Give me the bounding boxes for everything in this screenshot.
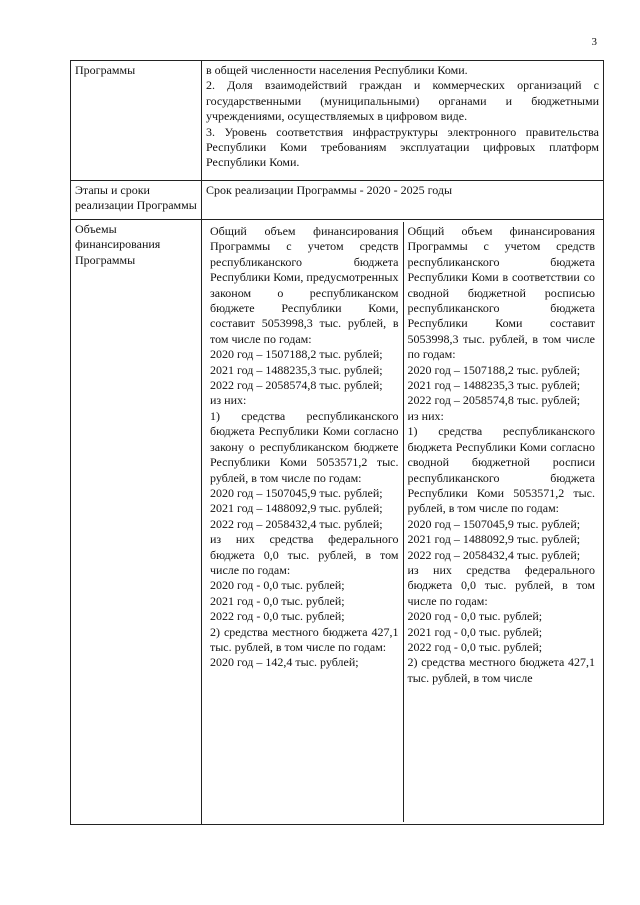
table-row: [71, 61, 604, 181]
financing-old-text: Общий объем финансирования Программы с учетом средств республиканского бюджета Республики Коми, предусмотренных законом о республиканском бюджете Республики Коми, составит 5053998,3 тыс. рублей, в том числе по годам: 2020 год – 1507188,2 тыс. рублей; 2021 год – 1488235,3 тыс. рублей; 2022 год – 2058574,8 тыс. рублей; из них: 1) средства республиканского бюджета Республики Коми согласно закону о республиканском бюджете Республики Коми 5053571,2 тыс. рублей, в том числе по годам: 2020 год – 1507045,9 тыс. рублей; 2021 год – 1488092,9 тыс. рублей; 2022 год – 2058432,4 тыс. рублей; из них средства федерального бюджета 0,0 тыс. рублей, в том числе по годам: 2020 год - 0,0 тыс. рублей; 2021 год - 0,0 тыс. рублей; 2022 год - 0,0 тыс. рублей; 2) средства местного бюджета 427,1 тыс. рублей, в том числе по годам: 2020 год – 142,4 тыс. рублей;: [210, 224, 399, 670]
row-label-stages: Этапы и сроки реализации Программы: [71, 181, 202, 220]
table-row: [71, 181, 604, 220]
row-label-financing: Объемы финансирования Программы: [71, 220, 202, 825]
financing-comparison: [202, 220, 604, 825]
row-label-programs: Программы: [71, 61, 202, 181]
row-content-stages: Срок реализации Программы - 2020 - 2025 годы: [202, 181, 604, 220]
page-number: 3: [591, 36, 597, 48]
program-passport-table: [70, 60, 604, 825]
table-row: [71, 220, 604, 825]
row-content-indicators: в общей численности населения Республики Коми. 2. Доля взаимодействий граждан и коммерческих организаций с государственными (муниципальными) органами и бюджетными учреждениями, осуществляемых в цифровом виде. 3. Уровень соответствия инфраструктуры электронного правительства Республики Коми требованиям эксплуатации цифровых платформ Республики Коми.: [202, 61, 604, 181]
financing-new-text: Общий объем финансирования Программы с учетом средств республиканского бюджета Республики Коми в соответствии со сводной бюджетной росписью республиканского бюджета Республики Коми составит 5053998,3 тыс. рублей, в том числе по годам: 2020 год – 1507188,2 тыс. рублей; 2021 год – 1488235,3 тыс. рублей; 2022 год – 2058574,8 тыс. рублей; из них: 1) средства республиканского бюджета Республики Коми согласно сводной бюджетной росписи республиканского бюджета Республики Коми 5053571,2 тыс. рублей, в том числе по годам: 2020 год – 1507045,9 тыс. рублей; 2021 год – 1488092,9 тыс. рублей; 2022 год – 2058432,4 тыс. рублей; из них средства федерального бюджета 0,0 тыс. рублей, в том числе по годам: 2020 год - 0,0 тыс. рублей; 2021 год - 0,0 тыс. рублей; 2022 год - 0,0 тыс. рублей; 2) средства местного бюджета 427,1 тыс. рублей, в том числе: [403, 222, 600, 822]
